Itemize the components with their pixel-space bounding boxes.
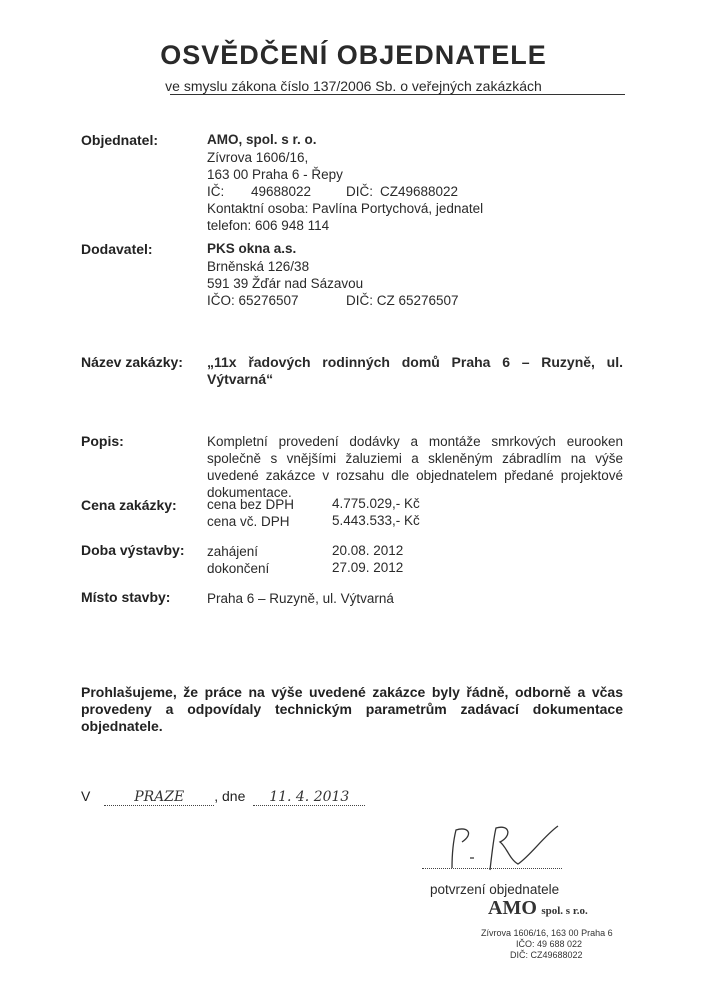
objednatel-street: Zívrova 1606/16, [207, 150, 309, 165]
stamp-logo: AMO [488, 897, 537, 919]
document-title: OSVĚDČENÍ OBJEDNATELE [160, 40, 547, 70]
objednatel-contact: Kontaktní osoba: Pavlína Portychová, jednatel [207, 201, 484, 216]
place-v-label: V [81, 788, 91, 804]
dodavatel-city: 591 39 Žďár nad Sázavou [207, 276, 364, 291]
doba-start-label: zahájení [207, 544, 259, 559]
cena-vc-label: cena vč. DPH [207, 514, 290, 529]
dodavatel-dic: DIČ: CZ 65276507 [346, 293, 459, 308]
doba-start-value: 20.08. 2012 [332, 543, 404, 558]
date-field [253, 788, 365, 806]
dodavatel-ids [207, 292, 459, 310]
dodavatel-ico: IČO: 65276507 [207, 293, 299, 308]
objednatel-phone: telefon: 606 948 114 [207, 218, 330, 233]
handwritten-signature [440, 820, 580, 880]
cena-vc-value: 5.443.533,- Kč [332, 513, 420, 528]
nazev-label: Název zakázky: [81, 354, 183, 370]
objednatel-dic: CZ49688022 [380, 184, 459, 199]
company-stamp [488, 897, 588, 920]
objednatel-label: Objednatel: [81, 132, 159, 148]
place-handwritten: PRAZE [134, 789, 185, 805]
objednatel-ic: 49688022 [251, 184, 312, 199]
nazev-value: „11x řadových rodinných domů Praha 6 – Ruzyně, ul. Výtvarná“ [207, 354, 623, 387]
dodavatel-label: Dodavatel: [81, 241, 153, 257]
title-divider [170, 94, 625, 95]
stamp-ico: IČO: 49 688 022 [516, 939, 583, 949]
doba-end-value: 27.09. 2012 [332, 560, 404, 575]
doba-label: Doba výstavby: [81, 542, 185, 558]
signature-line [422, 868, 562, 869]
place-field [104, 788, 214, 806]
objednatel-name: AMO, spol. s r. o. [207, 132, 317, 147]
misto-value: Praha 6 – Ruzyně, ul. Výtvarná [207, 591, 394, 606]
dodavatel-street: Brněnská 126/38 [207, 259, 310, 274]
objednatel-city: 163 00 Praha 6 - Řepy [207, 167, 343, 182]
objednatel-ic-row [207, 183, 458, 201]
signature-caption: potvrzení objednatele [430, 882, 560, 897]
place-date-row [81, 788, 365, 806]
declaration-statement: Prohlašujeme, že práce na výše uvedené zakázce byly řádně, odborně a včas provedeny a odpovídaly technickým parametrům zadávací dokumentace objednatele. [81, 684, 623, 734]
dodavatel-name: PKS okna a.s. [207, 241, 297, 256]
misto-label: Místo stavby: [81, 589, 171, 605]
document-subtitle: ve smyslu zákona číslo 137/2006 Sb. o veřejných zakázkách [165, 78, 542, 94]
stamp-address: Zívrova 1606/16, 163 00 Praha 6 [481, 928, 613, 938]
doba-end-label: dokončení [207, 561, 270, 576]
cena-bez-value: 4.775.029,- Kč [332, 496, 420, 511]
popis-label: Popis: [81, 433, 124, 449]
place-date-separator: , dne [214, 788, 246, 804]
cena-label: Cena zakázky: [81, 497, 177, 513]
popis-text: Kompletní provedení dodávky a montáže smrkových eurooken společně s vnějšími žaluziemi a skleněným zábradlím na výše uvedené zakázce v rozsahu dle objednatelem předané projektové dokumentace. [207, 434, 623, 500]
cena-bez-label: cena bez DPH [207, 497, 295, 512]
stamp-dic: DIČ: CZ49688022 [510, 950, 583, 960]
objednatel-dic-label: DIČ: [346, 184, 373, 199]
objednatel-ic-label: IČ: [207, 184, 225, 199]
stamp-suffix: spol. s r.o. [541, 905, 588, 917]
date-handwritten: 11. 4. 2013 [269, 789, 350, 805]
